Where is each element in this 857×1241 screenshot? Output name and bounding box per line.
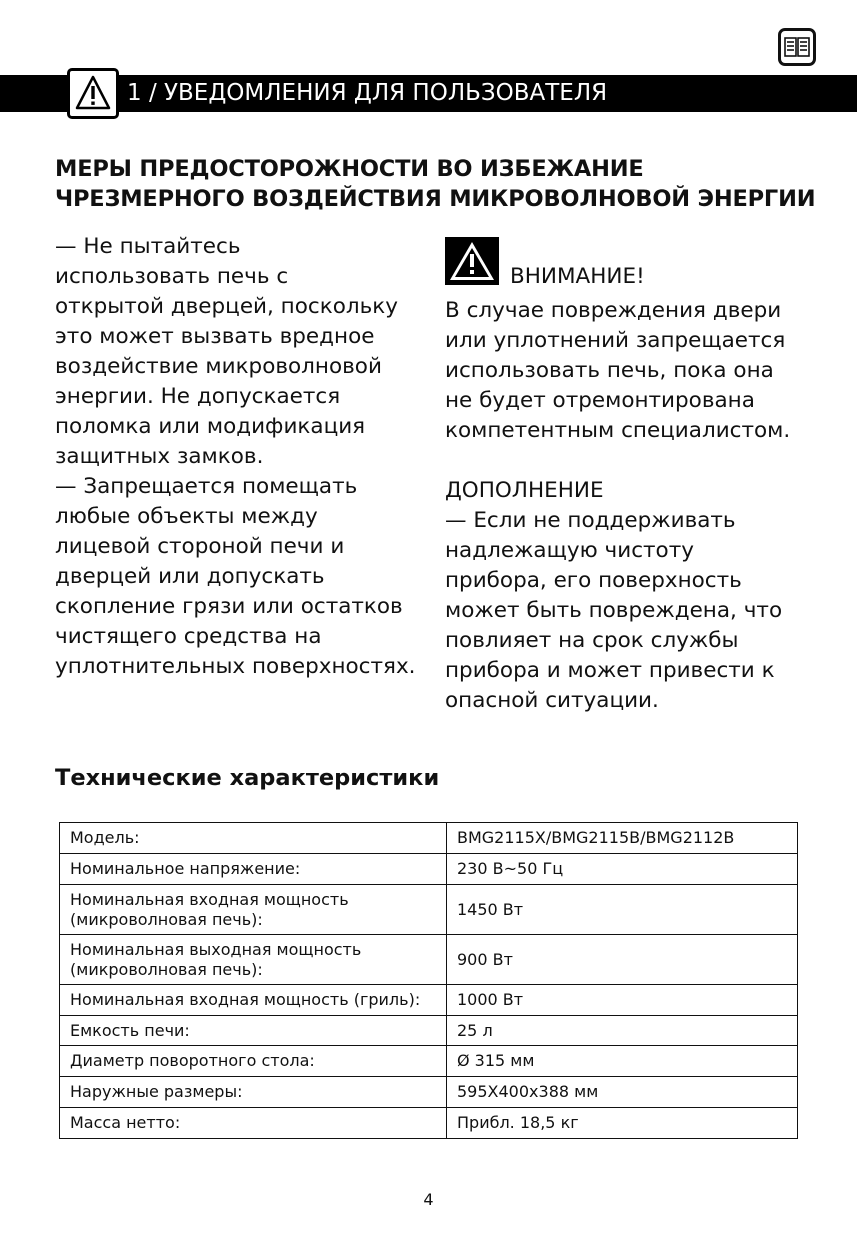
spec-value: 230 В~50 Гц — [447, 854, 798, 885]
left-column-text — [55, 232, 435, 682]
text-line: В случае повреждения двери — [445, 298, 782, 323]
text-line: использовать печь, пока она — [445, 358, 774, 383]
spec-label-line: Масса нетто: — [70, 1113, 181, 1132]
spec-value: 25 л — [447, 1016, 798, 1046]
section-heading-line: ЧРЕЗМЕРНОГО ВОЗДЕЙСТВИЯ МИКРОВОЛНОВОЙ ЭНЕРГИИ — [55, 186, 816, 212]
text-line: — Если не поддерживать — [445, 508, 736, 533]
table-row — [60, 885, 798, 935]
spec-value: 900 Вт — [447, 935, 798, 985]
text-line: не будет отремонтирована — [445, 388, 755, 413]
attention-warning-icon — [445, 237, 499, 285]
spec-label — [60, 885, 447, 935]
spec-value: 595X400x388 мм — [447, 1077, 798, 1108]
spec-label — [60, 823, 447, 854]
spec-value: Прибл. 18,5 кг — [447, 1108, 798, 1139]
table-row — [60, 823, 798, 854]
addition-title: ДОПОЛНЕНИЕ — [445, 478, 604, 503]
spec-label — [60, 1016, 447, 1046]
text-line: дверцей или допускать — [55, 564, 325, 589]
spec-label-line: Номинальная выходная мощность — [70, 939, 362, 959]
text-line: лицевой стороной печи и — [55, 534, 345, 559]
spec-label — [60, 1046, 447, 1077]
text-line: поломка или модификация — [55, 414, 366, 439]
header-title: 1 / УВЕДОМЛЕНИЯ ДЛЯ ПОЛЬЗОВАТЕЛЯ — [127, 80, 608, 106]
spec-label — [60, 854, 447, 885]
text-line: надлежащую чистоту — [445, 538, 694, 563]
table-row — [60, 1077, 798, 1108]
table-row — [60, 935, 798, 985]
spec-value: Ø 315 мм — [447, 1046, 798, 1077]
addition-text — [445, 476, 845, 716]
spec-label — [60, 935, 447, 985]
text-line: повлияет на срок службы — [445, 628, 739, 653]
text-line: это может вызвать вредное — [55, 324, 375, 349]
table-row — [60, 985, 798, 1016]
text-line: прибора, его поверхность — [445, 568, 742, 593]
specs-table — [59, 822, 798, 1139]
book-icon — [778, 28, 816, 66]
specs-heading: Технические характеристики — [55, 765, 440, 791]
text-line: защитных замков. — [55, 444, 264, 469]
warning-icon — [67, 68, 119, 119]
spec-label-line: Диаметр поворотного стола: — [70, 1051, 315, 1070]
text-line: открытой дверцей, поскольку — [55, 294, 398, 319]
text-line: компетентным специалистом. — [445, 418, 791, 443]
text-line: скопление грязи или остатков — [55, 594, 403, 619]
attention-label: ВНИМАНИЕ! — [510, 264, 645, 289]
section-heading-line: МЕРЫ ПРЕДОСТОРОЖНОСТИ ВО ИЗБЕЖАНИЕ — [55, 156, 644, 182]
spec-label — [60, 985, 447, 1016]
section-heading — [55, 154, 845, 214]
text-line: чистящего средства на — [55, 624, 322, 649]
spec-label — [60, 1077, 447, 1108]
table-row — [60, 854, 798, 885]
page-number: 4 — [423, 1190, 434, 1209]
spec-label-line: Номинальная входная мощность — [70, 889, 349, 909]
text-line: может быть повреждена, что — [445, 598, 783, 623]
text-line: любые объекты между — [55, 504, 318, 529]
spec-label-line: Емкость печи: — [70, 1020, 190, 1040]
spec-value: BMG2115X/BMG2115B/BMG2112B — [447, 823, 798, 854]
text-line: использовать печь с — [55, 264, 289, 289]
table-row — [60, 1108, 798, 1139]
text-line: — Не пытайтесь — [55, 234, 241, 259]
spec-label-line: Номинальная входная мощность (гриль): — [70, 990, 421, 1009]
spec-value: 1000 Вт — [447, 985, 798, 1016]
text-line: или уплотнений запрещается — [445, 328, 786, 353]
attention-text — [445, 296, 845, 446]
spec-label-line: Номинальное напряжение: — [70, 859, 301, 878]
spec-label-line: (микроволновая печь): — [70, 959, 263, 979]
spec-label-line: Наружные размеры: — [70, 1082, 243, 1101]
text-line: опасной ситуации. — [445, 688, 659, 713]
text-line: — Запрещается помещать — [55, 474, 358, 499]
spec-label-line: Модель: — [70, 828, 140, 847]
text-line: уплотнительных поверхностях. — [55, 654, 416, 679]
spec-value: 1450 Вт — [447, 885, 798, 935]
text-line: прибора и может привести к — [445, 658, 775, 683]
spec-label — [60, 1108, 447, 1139]
table-row — [60, 1016, 798, 1046]
text-line: энергии. Не допускается — [55, 384, 341, 409]
text-line: воздействие микроволновой — [55, 354, 382, 379]
spec-label-line: (микроволновая печь): — [70, 909, 263, 929]
table-row — [60, 1046, 798, 1077]
